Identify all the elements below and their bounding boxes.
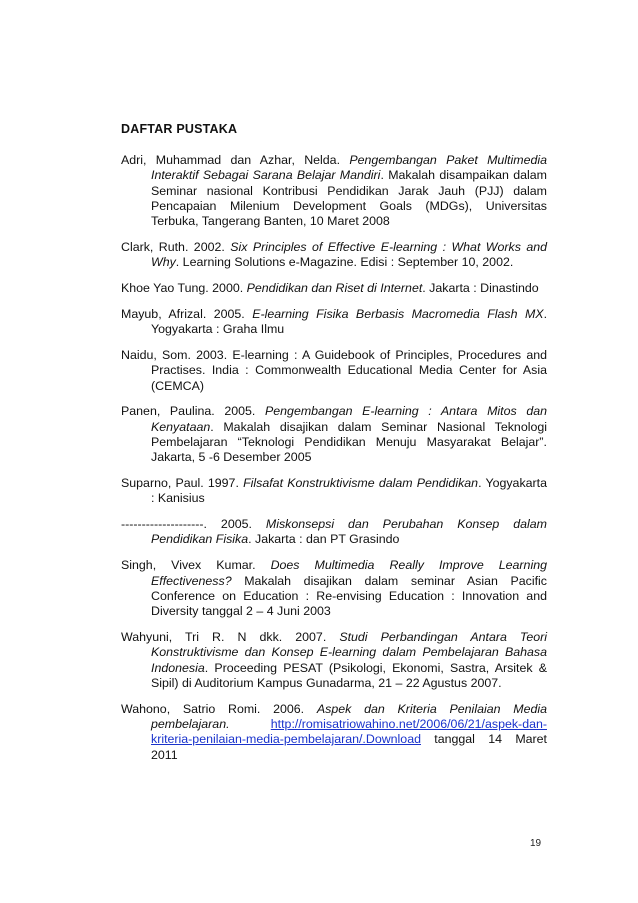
reference-suparno-2005 bbox=[121, 517, 547, 548]
reference-author: Panen, Paulina. 2005. bbox=[121, 404, 266, 419]
reference-details: . Proceeding PESAT (Psikologi, Ekonomi, Sastra, Arsitek & Sipil) di Auditorium Kampus Gunadarma, 21 – 22 Agustus 2007. bbox=[151, 660, 547, 690]
reference-title: E-learning Fisika Berbasis Macromedia Flash MX bbox=[252, 306, 544, 321]
reference-clark bbox=[121, 240, 547, 271]
reference-author: Clark, Ruth. 2002. bbox=[121, 239, 231, 254]
reference-details: . Jakarta : dan PT Grasindo bbox=[248, 532, 400, 547]
reference-title: Aspek dan Kriteria Penilaian Media pembelajaran. bbox=[151, 701, 547, 731]
reference-details: . Yogyakarta : Graha Ilmu bbox=[151, 306, 548, 337]
reference-details: . Makalah disampaikan dalam Seminar nasional Kontribusi Pendidikan Jarak Jauh (PJJ) dalam Pencapaian Milenium Development Goals (MDGs), Universitas Terbuka, Tangerang Banten, 10 Maret 2008 bbox=[151, 168, 547, 229]
reference-title: Studi Perbandingan Antara Teori Konstruktivisme dan Konsep E-learning dalam Pembelajaran Bahasa Indonesia bbox=[151, 629, 547, 675]
reference-author: Naidu, Som. 2003. E-learning : A Guidebook of Principles, Procedures and Practises. India : Commonwealth Educational Media Center for Asia (CEMCA) bbox=[121, 347, 547, 393]
reference-details: tanggal 14 Maret 2011 bbox=[151, 732, 547, 762]
reference-naidu bbox=[121, 348, 547, 394]
reference-author: Singh, Vivex Kumar. bbox=[121, 558, 271, 573]
reference-author: Suparno, Paul. 1997. bbox=[121, 476, 244, 491]
reference-author: Adri, Muhammad dan Azhar, Nelda. bbox=[121, 153, 350, 167]
reference-singh bbox=[121, 558, 547, 619]
reference-details: . Yogyakarta : Kanisius bbox=[151, 476, 547, 506]
reference-suparno bbox=[121, 476, 547, 507]
page-heading: DAFTAR PUSTAKA bbox=[121, 122, 238, 136]
reference-title: Pengembangan E-learning : Antara Mitos dan Kenyataan bbox=[151, 404, 548, 434]
reference-author: Wahono, Satrio Romi. 2006. bbox=[121, 701, 317, 716]
reference-details: . Learning Solutions e-Magazine. Edisi : September 10, 2002. bbox=[175, 255, 514, 270]
reference-details: . Makalah disajikan dalam Seminar Nasional Teknologi Pembelajaran “Teknologi Pendidikan Menuju Masyarakat Belajar”. Jakarta, 5 -6 Desember 2005 bbox=[151, 419, 547, 465]
reference-title: Filsafat Konstruktivisme dalam Pendidikan bbox=[243, 476, 479, 491]
reference-author: Khoe Yao Tung. 2000. bbox=[121, 281, 247, 296]
reference-title: Pengembangan Paket Multimedia Interaktif Sebagai Sarana Belajar Mandiri bbox=[151, 153, 547, 183]
reference-author: Wahyuni, Tri R. N dkk. 2007. bbox=[121, 629, 340, 644]
reference-link[interactable]: http://romisatriowahino.net/2006/06/21/aspek-dan-kriteria-penilaian-media-pembelajaran/.Download bbox=[151, 716, 547, 747]
reference-wahyuni bbox=[121, 630, 547, 691]
reference-panen bbox=[121, 404, 547, 465]
reference-author: --------------------. 2005. bbox=[121, 517, 266, 532]
reference-title: Six Principles of Effective E-learning : What Works and Why bbox=[151, 239, 548, 270]
reference-title: Miskonsepsi dan Perubahan Konsep dalam Pendidikan Fisika bbox=[151, 517, 547, 547]
reference-title: Pendidikan dan Riset di Internet bbox=[246, 281, 423, 296]
reference-khoe bbox=[121, 281, 547, 296]
reference-wahono bbox=[121, 702, 547, 763]
reference-details: Makalah disajikan dalam seminar Asian Pacific Conference on Education : Re-envising Education : Innovation and Diversity tanggal 2 – 4 Juni 2003 bbox=[151, 573, 547, 619]
reference-adri bbox=[121, 153, 547, 229]
reference-author: Mayub, Afrizal. 2005. bbox=[121, 306, 253, 321]
reference-details: . Jakarta : Dinastindo bbox=[422, 281, 539, 296]
reference-mayub bbox=[121, 307, 547, 338]
bibliography-page bbox=[121, 120, 547, 773]
reference-title: Does Multimedia Really Improve Learning Effectiveness? bbox=[151, 558, 547, 588]
page-number: 19 bbox=[530, 838, 542, 849]
